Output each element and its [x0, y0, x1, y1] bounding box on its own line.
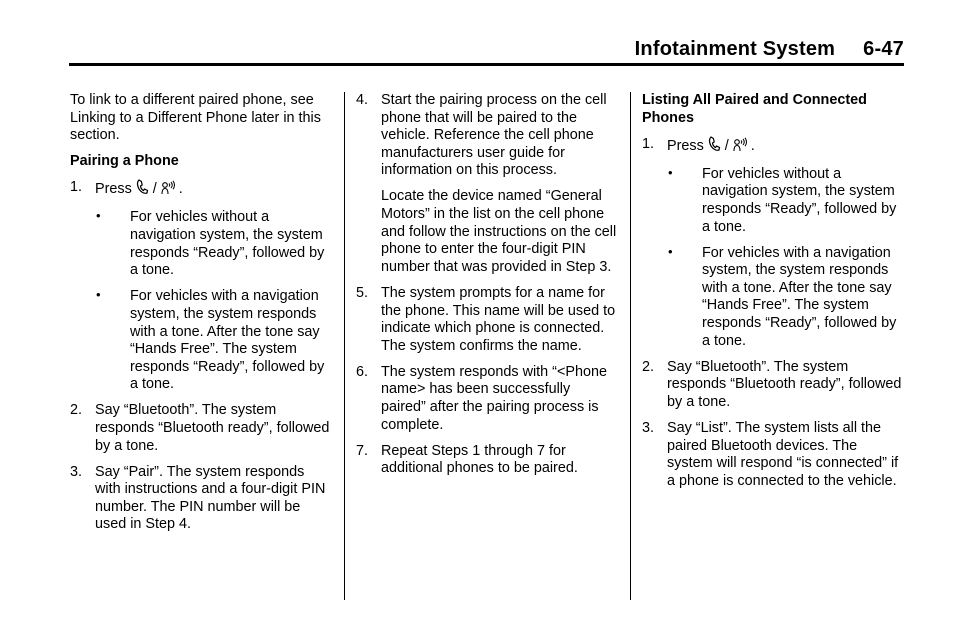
column-divider-1	[344, 92, 345, 600]
intro-paragraph: To link to a different paired phone, see Linking to a Different Phone later in this section.	[70, 92, 321, 144]
step-4	[356, 92, 618, 180]
column-2	[356, 92, 618, 486]
step-6	[356, 364, 618, 434]
step-text: Say “List”. The system lists all the paired Bluetooth devices. The system will respond “is connected” if a phone is connected to the vehicle.	[667, 420, 899, 489]
step-number: 3.	[642, 420, 655, 436]
period: .	[750, 137, 755, 154]
listing-heading: Listing All Paired and Connected Phones	[642, 92, 867, 126]
voice-command-icon	[161, 180, 175, 201]
slash: /	[724, 137, 729, 154]
bullet-text: For vehicles with a navigation system, the system responds with a tone. After the tone say “Hands Free”. The system responds “Ready”, followed by a tone.	[702, 244, 897, 349]
step-2	[70, 402, 332, 455]
column-1	[70, 92, 332, 543]
step-number: 1.	[70, 179, 83, 196]
bullet-item	[70, 288, 332, 394]
header-rule	[69, 63, 904, 66]
bullet-dot: •	[96, 287, 101, 303]
page-header	[560, 38, 904, 61]
step-number: 4.	[356, 92, 369, 108]
step-text: The system prompts for a name for the phone. This name will be used to indicate which phone is connected. The system confirms the name.	[381, 284, 616, 354]
step-text: Say “Bluetooth”. The system responds “Bluetooth ready”, followed by a tone.	[95, 402, 330, 454]
step-2	[642, 359, 904, 412]
step-text: Start the pairing process on the cell phone that will be paired to the vehicle. Reference the cell phone manufacturers user guide for information on this process.	[381, 92, 607, 179]
step-3	[70, 464, 332, 534]
step-text: Press	[667, 137, 704, 154]
step-text: Say “Bluetooth”. The system responds “Bluetooth ready”, followed by a tone.	[667, 358, 902, 410]
step-text: Press	[95, 181, 132, 198]
step-4-continuation: Locate the device named “General Motors” in the list on the cell phone and follow the instructions on the cell phone to enter the four-digit PIN number that was provided in Step 3.	[381, 188, 617, 275]
step-text: Say “Pair”. The system responds with instructions and a four-digit PIN number. The PIN number will be used in Step 4.	[95, 463, 326, 533]
bullet-text: For vehicles without a navigation system, the system responds “Ready”, followed by a tone.	[130, 209, 325, 279]
page-number: 6-47	[863, 38, 904, 60]
slash: /	[152, 181, 157, 198]
step-number: 5.	[356, 284, 369, 301]
step-7	[356, 443, 618, 478]
period: .	[178, 181, 183, 198]
bullet-item	[642, 166, 904, 236]
voice-command-icon	[733, 137, 747, 158]
section-title: Infotainment System	[634, 38, 836, 60]
bullet-text: For vehicles with a navigation system, the system responds with a tone. After the tone say “Hands Free”. The system responds “Ready”, followed by a tone.	[130, 288, 325, 393]
step-1	[70, 179, 332, 201]
bullet-dot: •	[96, 208, 101, 224]
bullet-dot: •	[668, 164, 673, 180]
bullet-text: For vehicles without a navigation system, the system responds “Ready”, followed by a tone.	[702, 165, 897, 235]
step-number: 3.	[70, 463, 83, 480]
step-number: 7.	[356, 442, 369, 459]
step-1	[642, 136, 904, 158]
pairing-heading: Pairing a Phone	[70, 153, 179, 170]
step-text: The system responds with “<Phone name> has been successfully paired” after the pairing process is complete.	[381, 363, 607, 433]
step-5	[356, 285, 618, 355]
step-3	[642, 420, 904, 490]
bullet-item	[70, 209, 332, 279]
bullet-dot: •	[668, 243, 673, 259]
step-number: 1.	[642, 135, 655, 152]
step-text: Repeat Steps 1 through 7 for additional phones to be paired.	[381, 442, 578, 477]
phone-handset-icon	[708, 136, 721, 158]
column-3	[642, 92, 904, 499]
step-number: 2.	[70, 402, 83, 419]
column-divider-2	[630, 92, 631, 600]
phone-handset-icon	[136, 179, 149, 201]
bullet-item	[642, 245, 904, 351]
step-number: 6.	[356, 363, 369, 380]
step-number: 2.	[642, 358, 655, 375]
